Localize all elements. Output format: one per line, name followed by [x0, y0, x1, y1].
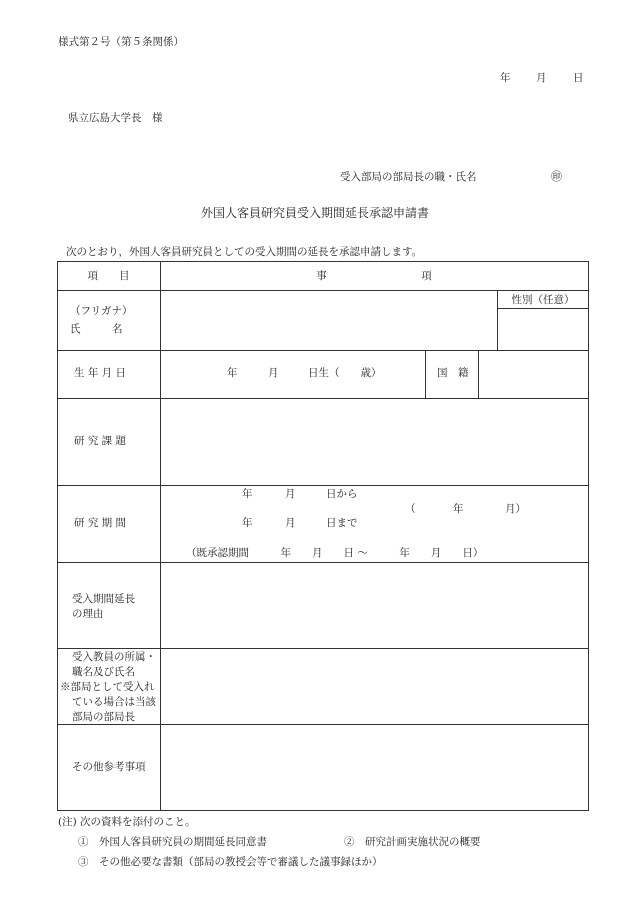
name-furigana-label: （フリガナ）	[70, 305, 133, 317]
name-input-cell[interactable]	[162, 292, 495, 348]
reason-label-line1: 受入期間延長	[72, 593, 135, 605]
period-total-month: 月）	[505, 503, 526, 515]
date-day-label: 日	[573, 72, 584, 84]
notes-item-2: ② 研究計画実施状況の概要	[344, 836, 481, 848]
birth-month-label: 月	[268, 367, 279, 379]
nationality-label: 国 籍	[437, 367, 469, 379]
reason-input-cell[interactable]	[162, 564, 587, 647]
other-notes-input-cell[interactable]	[162, 726, 587, 809]
birth-day-age-label: 日生（ 歳）	[308, 367, 382, 379]
gender-label: 性別（任意）	[511, 294, 575, 306]
addressee: 県立広島大学長 様	[68, 112, 163, 124]
period-from-month: 月	[285, 488, 296, 500]
column-header-detail: 事 項	[316, 270, 432, 282]
intro-text: 次のとおり，外国人客員研究員としての受入期間の延長を承認申請します。	[66, 246, 423, 258]
table-row-line	[57, 810, 589, 811]
table-row-line	[57, 350, 589, 351]
faculty-label-line1: 受入教員の所属・	[72, 651, 156, 663]
period-to-month: 月	[285, 517, 296, 529]
faculty-label-line5: 部局の部局長	[72, 711, 135, 723]
approved-period: （既承認期間 年 月 日 ～ 年 月 日）	[186, 547, 484, 559]
name-label: 氏 名	[70, 323, 123, 335]
table-row-line	[57, 290, 589, 291]
notes-heading: (注) 次の資料を添付のこと。	[58, 816, 196, 828]
nationality-input-cell[interactable]	[480, 352, 587, 396]
reason-label-line2: の理由	[72, 608, 104, 620]
faculty-label-line4: ている場合は当該	[72, 696, 156, 708]
table-border-right	[588, 261, 589, 811]
seal-mark: ㊞	[551, 170, 562, 183]
table-row-line	[57, 485, 589, 486]
table-row-line	[57, 562, 589, 563]
faculty-label-line3: ※部局として受入れ	[60, 681, 155, 693]
form-number: 様式第２号（第５条関係）	[58, 36, 184, 48]
applicant-label: 受入部局の部局長の職・氏名	[340, 171, 477, 183]
period-to-day: 日まで	[326, 517, 358, 529]
notes-item-3: ③ その他必要な書類（部局の教授会等で審議した議事録ほか）	[78, 856, 383, 868]
nationality-cell-divider	[478, 350, 479, 398]
period-total-open: （	[405, 503, 416, 515]
period-to-year: 年	[242, 517, 253, 529]
research-period-label: 研 究 期 間	[74, 517, 127, 529]
birth-date-label: 生 年 月 日	[74, 367, 127, 379]
research-topic-input-cell[interactable]	[162, 400, 587, 484]
table-row-line	[57, 648, 589, 649]
research-topic-label: 研 究 課 題	[74, 435, 127, 447]
nationality-cell-divider	[425, 350, 426, 398]
document-title: 外国人客員研究員受入期間延長承認申請書	[200, 206, 429, 220]
period-from-day: 日から	[326, 488, 358, 500]
column-header-item: 項 目	[87, 270, 130, 282]
table-border-left	[57, 261, 58, 811]
date-month-label: 月	[536, 72, 547, 84]
gender-input-cell[interactable]	[499, 310, 587, 348]
faculty-input-cell[interactable]	[162, 650, 587, 723]
gender-cell-line	[497, 308, 589, 309]
notes-item-1: ① 外国人客員研究員の期間延長同意書	[78, 836, 267, 848]
period-from-year: 年	[242, 488, 253, 500]
table-row-line	[57, 261, 589, 262]
date-year-label: 年	[500, 72, 511, 84]
table-row-line	[57, 398, 589, 399]
other-notes-label: その他参考事項	[72, 761, 146, 773]
faculty-label-line2: 職名及び氏名	[72, 666, 135, 678]
table-column-divider	[160, 261, 161, 811]
period-total-year: 年	[453, 503, 464, 515]
table-row-line	[57, 724, 589, 725]
birth-year-label: 年	[227, 367, 238, 379]
